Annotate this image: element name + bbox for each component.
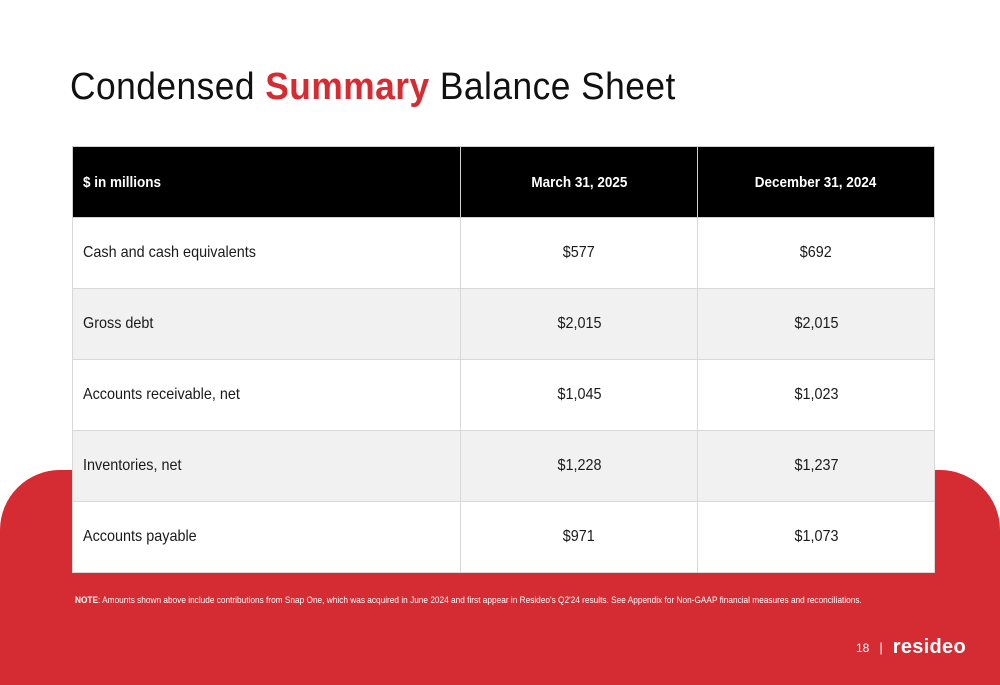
table-row: [73, 289, 935, 360]
table-row: [73, 360, 935, 431]
row-value-march-2025: $1,045: [461, 360, 698, 431]
page-number: 18: [856, 640, 870, 655]
footnote: [75, 595, 862, 605]
header-december-2024: December 31, 2024: [698, 147, 935, 218]
row-value-december-2024: $692: [698, 218, 935, 289]
row-value-march-2025: $971: [461, 502, 698, 573]
header-units: $ in millions: [73, 147, 461, 218]
header-march-2025: March 31, 2025: [461, 147, 698, 218]
row-label: Inventories, net: [73, 431, 461, 502]
row-value-march-2025: $577: [461, 218, 698, 289]
table-row: [73, 431, 935, 502]
balance-sheet-table: [72, 146, 935, 573]
title-part-2: Balance Sheet: [439, 66, 676, 108]
row-label: Gross debt: [73, 289, 461, 360]
footnote-label: NOTE: [75, 595, 99, 605]
row-value-december-2024: $1,237: [698, 431, 935, 502]
footer-separator: |: [879, 640, 883, 655]
resideo-logo: resideo: [892, 636, 966, 658]
table-header-row: [73, 147, 935, 218]
row-label: Cash and cash equivalents: [73, 218, 461, 289]
row-value-march-2025: $1,228: [461, 431, 698, 502]
table-row: [73, 218, 935, 289]
footnote-text: : Amounts shown above include contributions from Snap One, which was acquired in June 2024 and first appear in Resideo's Q2'24 results. See Appendix for Non-GAAP financial measures and reconciliations.: [98, 595, 862, 605]
page-title: [70, 66, 676, 109]
slide-footer: [856, 636, 966, 659]
row-value-december-2024: $2,015: [698, 289, 935, 360]
title-part-1: Condensed: [70, 66, 255, 108]
row-label: Accounts payable: [73, 502, 461, 573]
row-value-december-2024: $1,073: [698, 502, 935, 573]
row-label: Accounts receivable, net: [73, 360, 461, 431]
table-row: [73, 502, 935, 573]
row-value-march-2025: $2,015: [461, 289, 698, 360]
title-accent: Summary: [265, 66, 430, 108]
row-value-december-2024: $1,023: [698, 360, 935, 431]
